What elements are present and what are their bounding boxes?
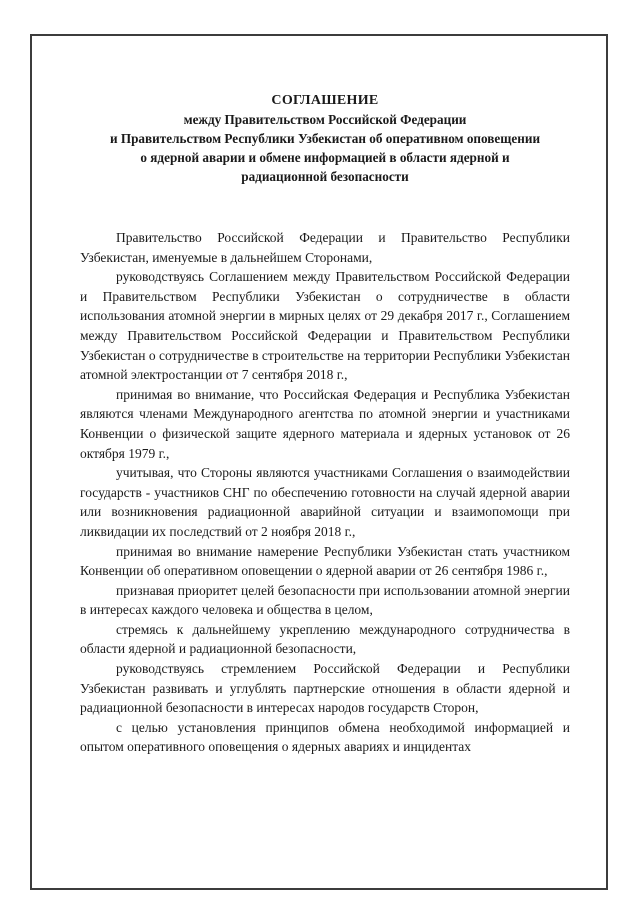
- paragraph-parties: Правительство Российской Федерации и Правительство Республики Узбекистан, именуемые в дальнейшем Сторонами,: [80, 230, 570, 265]
- paragraph-iaea-members: принимая во внимание, что Российская Федерация и Республика Узбекистан являются членами Международного агентства по атомной энергии и участниками Конвенции о физической защите ядерного материала и ядерных установок от 26 октября 1979 г.,: [80, 386, 570, 461]
- document-title: СОГЛАШЕНИЕ: [271, 93, 379, 108]
- paragraph-convention-intent: принимая во внимание намерение Республики Узбекистан стать участником Конвенции об оперативном оповещении о ядерной аварии от 26 сентября 1986 г.,: [80, 543, 570, 579]
- paragraph-safety-priority: признавая приоритет целей безопасности при использовании атомной энергии в интересах каждого человека и общества в целом,: [80, 582, 570, 618]
- paragraph-purpose: с целью установления принципов обмена необходимой информацией и опытом оперативного оповещения о ядерных авариях и инцидентах: [80, 719, 570, 755]
- document-header: [80, 91, 570, 186]
- subtitle-line: радиационной безопасности: [241, 169, 409, 184]
- document-page: [30, 34, 608, 890]
- paragraph-cis-agreement: учитывая, что Стороны являются участниками Соглашения о взаимодействии государств - участников СНГ по обеспечению готовности на случай ядерной аварии или возникновения радиационной аварийной ситуации и взаимопомощи при ликвидации их последствий от 2 ноября 2018 г.,: [80, 465, 570, 539]
- subtitle-line: между Правительством Российской Федерации: [183, 112, 467, 127]
- paragraph-guided-agreements: руководствуясь Соглашением между Правительством Российской Федерации и Правительством Республики Узбекистан о сотрудничестве в области использования атомной энергии в мирных целях от 29 декабря 2017 г., Соглашением между Правительством Российской Федерации и Правительством Республики Узбекистан о сотрудничестве в строительстве на территории Республики Узбекистан атомной электростанции от 7 сентября 2018 г.,: [80, 269, 570, 383]
- document-content: [80, 91, 570, 757]
- document-body: [80, 228, 570, 757]
- paragraph-cooperation: стремясь к дальнейшему укреплению международного сотрудничества в области ядерной и радиационной безопасности,: [80, 621, 570, 657]
- subtitle-line: и Правительством Республики Узбекистан об оперативном оповещении: [109, 131, 541, 146]
- subtitle-line: о ядерной аварии и обмене информацией в области ядерной и: [140, 150, 510, 165]
- paragraph-partnership: руководствуясь стремлением Российской Федерации и Республики Узбекистан развивать и углублять партнерские отношения в области ядерной и радиационной безопасности в интересах народов государств Сторон,: [80, 661, 570, 716]
